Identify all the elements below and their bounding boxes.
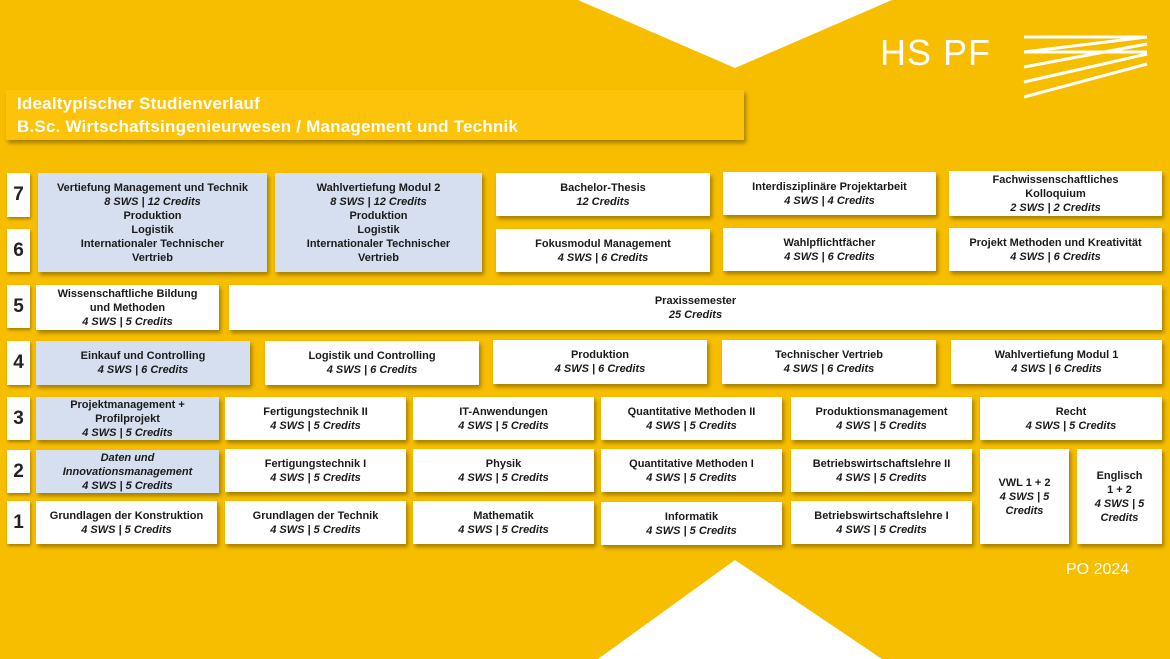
- module-fertigungstechnik-2: [225, 397, 406, 440]
- module-credits: 4 SWS | 6 Credits: [1011, 363, 1102, 375]
- module-daten-innovationsmanagement: [36, 450, 219, 493]
- semester-label-1: 1: [7, 501, 30, 544]
- logo-text: HS PF: [880, 32, 992, 73]
- module-title: Quantitative Methoden II: [627, 405, 756, 418]
- module-credits: 4 SWS | 5 Credits: [458, 471, 549, 484]
- module-title: Grundlagen der Konstruktion: [49, 509, 204, 522]
- module-title: IT-Anwendungen: [459, 405, 548, 418]
- module-grundlagen-konstruktion: [36, 501, 217, 544]
- module-credits: 4 SWS | 5 Credits: [999, 490, 1050, 517]
- semester-label-6: 6: [7, 229, 30, 272]
- module-title: Praxissemester: [654, 294, 737, 307]
- module-title: Daten und Innovationsmanagement: [62, 451, 193, 478]
- module-vwl: [980, 449, 1069, 544]
- module-title: Logistik und Controlling: [308, 350, 436, 362]
- module-kolloquium: [949, 171, 1162, 216]
- module-bwl-1: [791, 501, 972, 544]
- module-title: Fokusmodul Management: [535, 237, 671, 250]
- module-quantitative-methoden-1: [601, 449, 782, 492]
- module-options: Produktion Logistik Internationaler Technischer Vertrieb: [80, 209, 225, 264]
- module-credits: 8 SWS | 12 Credits: [104, 195, 201, 208]
- module-wahlpflichtfaecher: [723, 228, 936, 271]
- module-it-anwendungen: [413, 397, 594, 440]
- module-credits: 4 SWS | 5 Credits: [646, 524, 737, 537]
- module-credits: 4 SWS | 5 Credits: [836, 523, 927, 536]
- module-produktion: [493, 340, 707, 384]
- module-title: Informatik: [664, 510, 719, 523]
- module-title: Quantitative Methoden I: [629, 457, 754, 470]
- module-title: Fachwissenschaftliches Kolloquium: [992, 173, 1119, 200]
- semester-label-3: 3: [7, 397, 30, 440]
- module-title: Betriebswirtschaftslehre II: [812, 457, 951, 470]
- module-recht: [980, 397, 1162, 440]
- module-title: Fertigungstechnik I: [264, 457, 367, 470]
- module-logistik-controlling: [265, 341, 479, 385]
- title-line-2: B.Sc. Wirtschaftsingenieurwesen / Management und Technik: [17, 117, 518, 136]
- module-title: Wahlvertiefung Modul 2: [316, 181, 441, 194]
- module-title: Wahlvertiefung Modul 1: [994, 349, 1119, 361]
- module-credits: 4 SWS | 5 Credits: [458, 523, 549, 536]
- module-credits: 4 SWS | 5 Credits: [1025, 419, 1117, 432]
- module-title: Vertiefung Management und Technik: [56, 181, 249, 194]
- module-credits: 4 SWS | 5 Credits: [836, 419, 927, 432]
- module-credits: 4 SWS | 5 Credits: [82, 426, 173, 439]
- module-credits: 4 SWS | 5 Credits: [82, 479, 173, 492]
- module-credits: 12 Credits: [576, 195, 630, 208]
- module-title: Interdisziplinäre Projektarbeit: [752, 180, 907, 193]
- module-credits: 2 SWS | 2 Credits: [1010, 201, 1101, 214]
- module-vertiefung-management-technik: [38, 173, 267, 272]
- module-wissenschaftliche-bildung: [36, 285, 219, 330]
- module-projektarbeit: [723, 172, 936, 215]
- module-title: Recht: [1055, 405, 1087, 418]
- module-credits: 4 SWS | 6 Credits: [1010, 250, 1101, 263]
- module-wahlvertiefung-2: [275, 173, 482, 272]
- module-title: Fertigungstechnik II: [263, 405, 368, 418]
- module-credits: 4 SWS | 5 Credits: [270, 523, 361, 536]
- title-line-1: Idealtypischer Studienverlauf: [17, 94, 260, 113]
- semester-label-2: 2: [7, 450, 30, 493]
- module-projektmanagement: [36, 397, 219, 440]
- module-credits: 4 SWS | 5 Credits: [81, 523, 172, 536]
- page-title: [6, 90, 744, 140]
- module-title: Produktion: [570, 349, 630, 361]
- semester-label-5: 5: [7, 285, 30, 328]
- module-credits: 8 SWS | 12 Credits: [330, 195, 427, 208]
- module-einkauf-controlling: [36, 341, 250, 385]
- module-credits: 4 SWS | 5 Credits: [646, 419, 737, 432]
- module-mathematik: [413, 501, 594, 544]
- module-credits: 4 SWS | 5 Credits: [836, 471, 927, 484]
- module-title: Produktionsmanagement: [815, 405, 948, 418]
- module-credits: 4 SWS | 5 Credits: [458, 419, 549, 432]
- module-credits: 4 SWS | 4 Credits: [784, 194, 875, 207]
- module-title: Bachelor-Thesis: [560, 181, 646, 194]
- module-title: Projekt Methoden und Kreativität: [969, 236, 1142, 249]
- module-credits: 4 SWS | 5 Credits: [270, 471, 361, 484]
- module-title: Technischer Vertrieb: [774, 349, 883, 361]
- module-wahlvertiefung-1: [951, 340, 1162, 384]
- module-credits: 4 SWS | 6 Credits: [557, 251, 649, 264]
- module-credits: 4 SWS | 6 Credits: [783, 363, 875, 375]
- module-produktionsmanagement: [791, 397, 972, 440]
- module-fertigungstechnik-1: [225, 449, 406, 492]
- module-title: Wissenschaftliche Bildung und Methoden: [57, 287, 198, 314]
- semester-label-7: 7: [7, 173, 30, 217]
- module-fokusmodul: [496, 229, 710, 272]
- module-title: Wahlpflichtfächer: [783, 236, 876, 249]
- module-title: Grundlagen der Technik: [252, 509, 379, 522]
- module-title: Einkauf und Controlling: [80, 350, 206, 362]
- module-title: Betriebswirtschaftslehre I: [814, 509, 949, 522]
- module-credits: 4 SWS | 6 Credits: [554, 363, 646, 375]
- semester-label-4: 4: [7, 341, 30, 385]
- module-informatik: [601, 502, 782, 545]
- po-label: PO 2024: [1066, 561, 1130, 578]
- module-bwl-2: [791, 449, 972, 492]
- module-praxissemester: [229, 285, 1162, 330]
- module-grundlagen-technik: [225, 501, 406, 544]
- module-projekt-methoden: [949, 228, 1162, 271]
- module-title: VWL 1 + 2: [998, 476, 1051, 489]
- module-title: Englisch 1 + 2: [1096, 469, 1143, 496]
- module-quantitative-methoden-2: [601, 397, 782, 440]
- module-credits: 4 SWS | 5 Credits: [82, 315, 173, 328]
- module-physik: [413, 449, 594, 492]
- module-credits: 4 SWS | 5 Credits: [270, 419, 361, 432]
- module-credits: 4 SWS | 5 Credits: [646, 471, 737, 484]
- module-title: Physik: [485, 457, 522, 470]
- module-credits: 4 SWS | 6 Credits: [784, 250, 875, 263]
- module-englisch: [1077, 449, 1162, 544]
- module-title: Mathematik: [473, 509, 534, 522]
- module-options: Produktion Logistik Internationaler Technischer Vertrieb: [306, 209, 451, 264]
- module-credits: 4 SWS | 6 Credits: [326, 364, 418, 376]
- module-title: Projektmanagement + Profilprojekt: [70, 398, 185, 425]
- module-credits: 4 SWS | 5 Credits: [1094, 497, 1145, 524]
- module-technischer-vertrieb: [722, 340, 936, 384]
- module-bachelor-thesis: [496, 173, 710, 216]
- module-credits: 4 SWS | 6 Credits: [97, 364, 189, 376]
- module-credits: 25 Credits: [668, 308, 723, 321]
- hs-pf-logo-icon: [1022, 34, 1152, 104]
